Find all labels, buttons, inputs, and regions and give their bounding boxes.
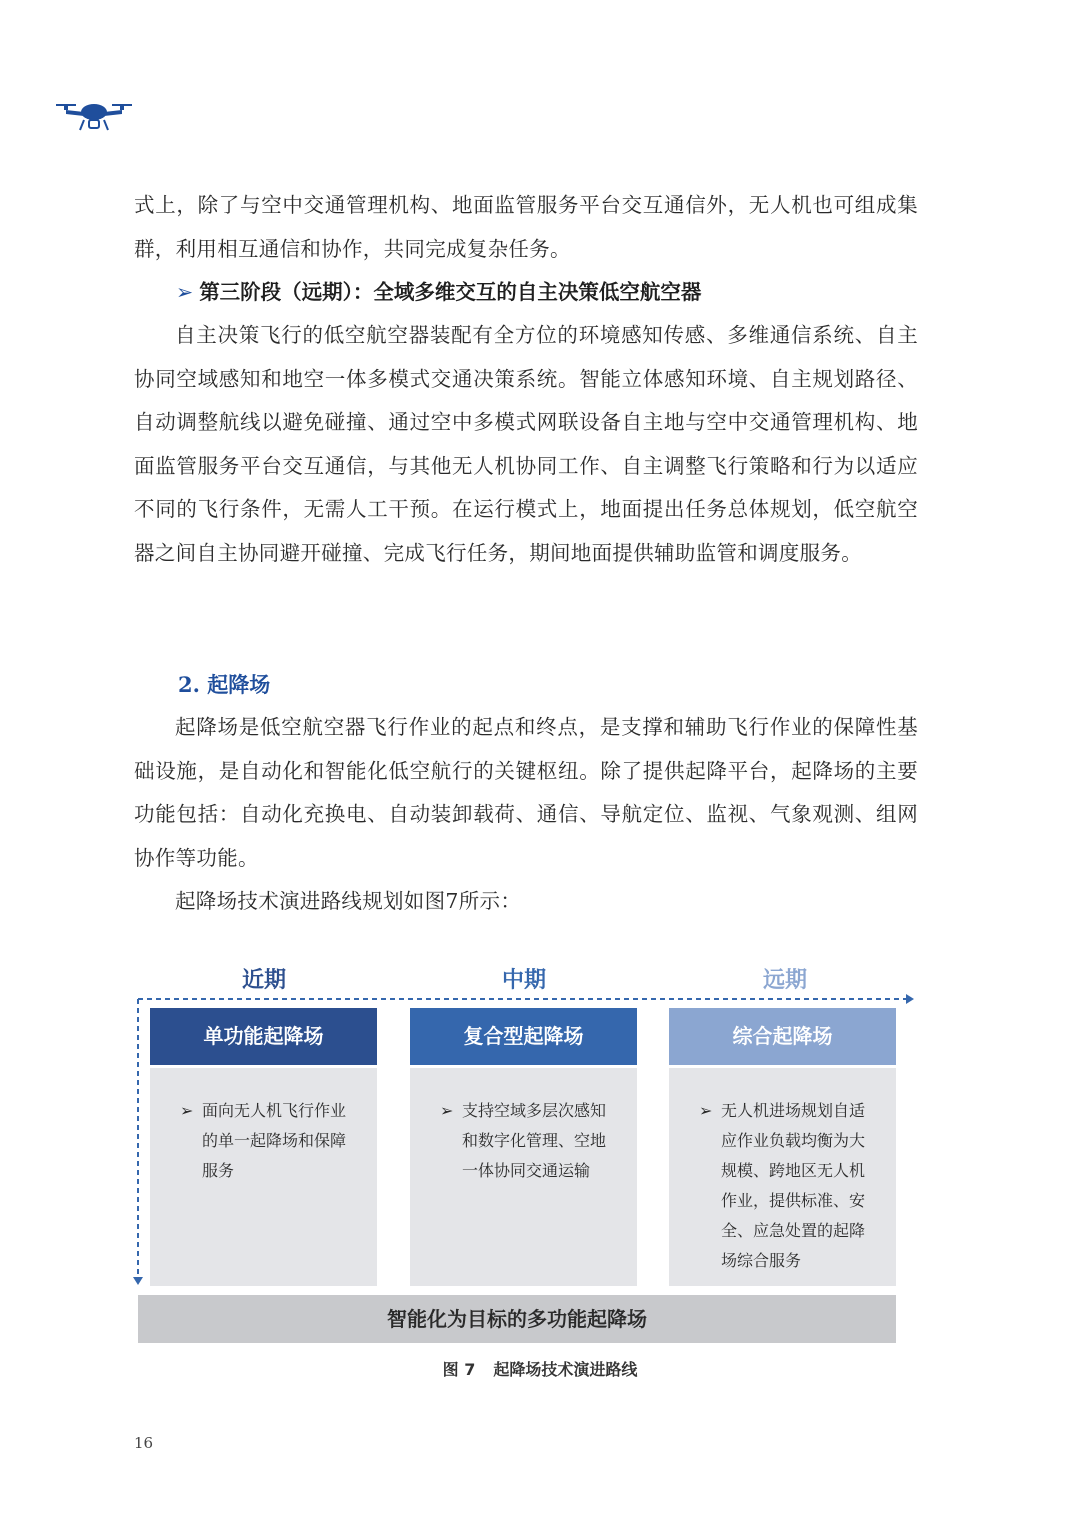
column-title: 复合型起降场 <box>410 1008 637 1065</box>
column-far <box>669 1008 896 1286</box>
column-title: 综合起降场 <box>669 1008 896 1065</box>
column-text: 面向无人机飞行作业的单一起降场和保障服务 <box>202 1101 347 1180</box>
caption-title: 起降场技术演进路线 <box>493 1360 638 1379</box>
caption-number: 图 7 <box>442 1360 476 1379</box>
column-body <box>410 1068 637 1286</box>
phase-label-near: 近期 <box>241 968 286 993</box>
column-mid <box>410 1008 637 1286</box>
section-title: 2. 起降场 <box>178 672 271 697</box>
phase-label-far: 远期 <box>762 968 807 993</box>
column-title: 单功能起降场 <box>150 1008 377 1065</box>
arrow-bullet-icon: ➢ <box>699 1101 713 1120</box>
arrow-bullet-icon: ➢ <box>440 1101 454 1120</box>
paragraph-continuation: 式上，除了与空中交通管理机构、地面监管服务平台交互通信外，无人机也可组成集群，利用相互通信和协作，共同完成复杂任务。 <box>134 193 918 261</box>
column-body <box>669 1068 896 1286</box>
column-text: 无人机进场规划自适应作业负载均衡为大规模、跨地区无人机作业，提供标准、安全、应急处置的起降场综合服务 <box>721 1101 866 1270</box>
paragraph-figure-ref: 起降场技术演进路线规划如图7所示： <box>175 889 522 913</box>
phase-label-mid: 中期 <box>501 968 546 993</box>
roadmap-figure <box>130 955 920 1355</box>
figure-caption <box>0 1357 1080 1380</box>
page-number: 16 <box>134 1434 154 1452</box>
column-body <box>150 1068 377 1286</box>
drone-icon <box>54 96 134 136</box>
column-text: 支持空域多层次感知和数字化管理、空地一体协同交通运输 <box>462 1101 607 1180</box>
paragraph-stage3: 自主决策飞行的低空航空器装配有全方位的环境感知传感、多维通信系统、自主协同空域感知和地空一体多模式交通决策系统。智能立体感知环境、自主规划路径、自动调整航线以避免碰撞、通过空中多模式网联设备自主地与空中交通管理机构、地面监管服务平台交互通信，与其他无人机协同工作、自主调整飞行策略和行为以适应不同的飞行条件，无需人工干预。在运行模式上，地面提出任务总体规划，低空航空器之间自主协同避开碰撞、完成飞行任务，期间地面提供辅助监管和调度服务。 <box>134 323 918 565</box>
arrow-bullet-icon: ➢ <box>180 1101 194 1120</box>
arrow-bullet-icon: ➢ <box>176 280 194 304</box>
column-near <box>150 1008 377 1286</box>
stage3-heading-text: 第三阶段（远期）：全域多维交互的自主决策低空航空器 <box>199 280 702 304</box>
stage3-heading <box>176 271 701 314</box>
paragraph-vertiport: 起降场是低空航空器飞行作业的起点和终点，是支撑和辅助飞行作业的保障性基础设施，是自动化和智能化低空航行的关键枢纽。除了提供起降平台，起降场的主要功能包括：自动化充换电、自动装卸载荷、通信、导航定位、监视、气象观测、组网协作等功能。 <box>134 715 918 870</box>
goal-bar: 智能化为目标的多功能起降场 <box>138 1295 896 1343</box>
